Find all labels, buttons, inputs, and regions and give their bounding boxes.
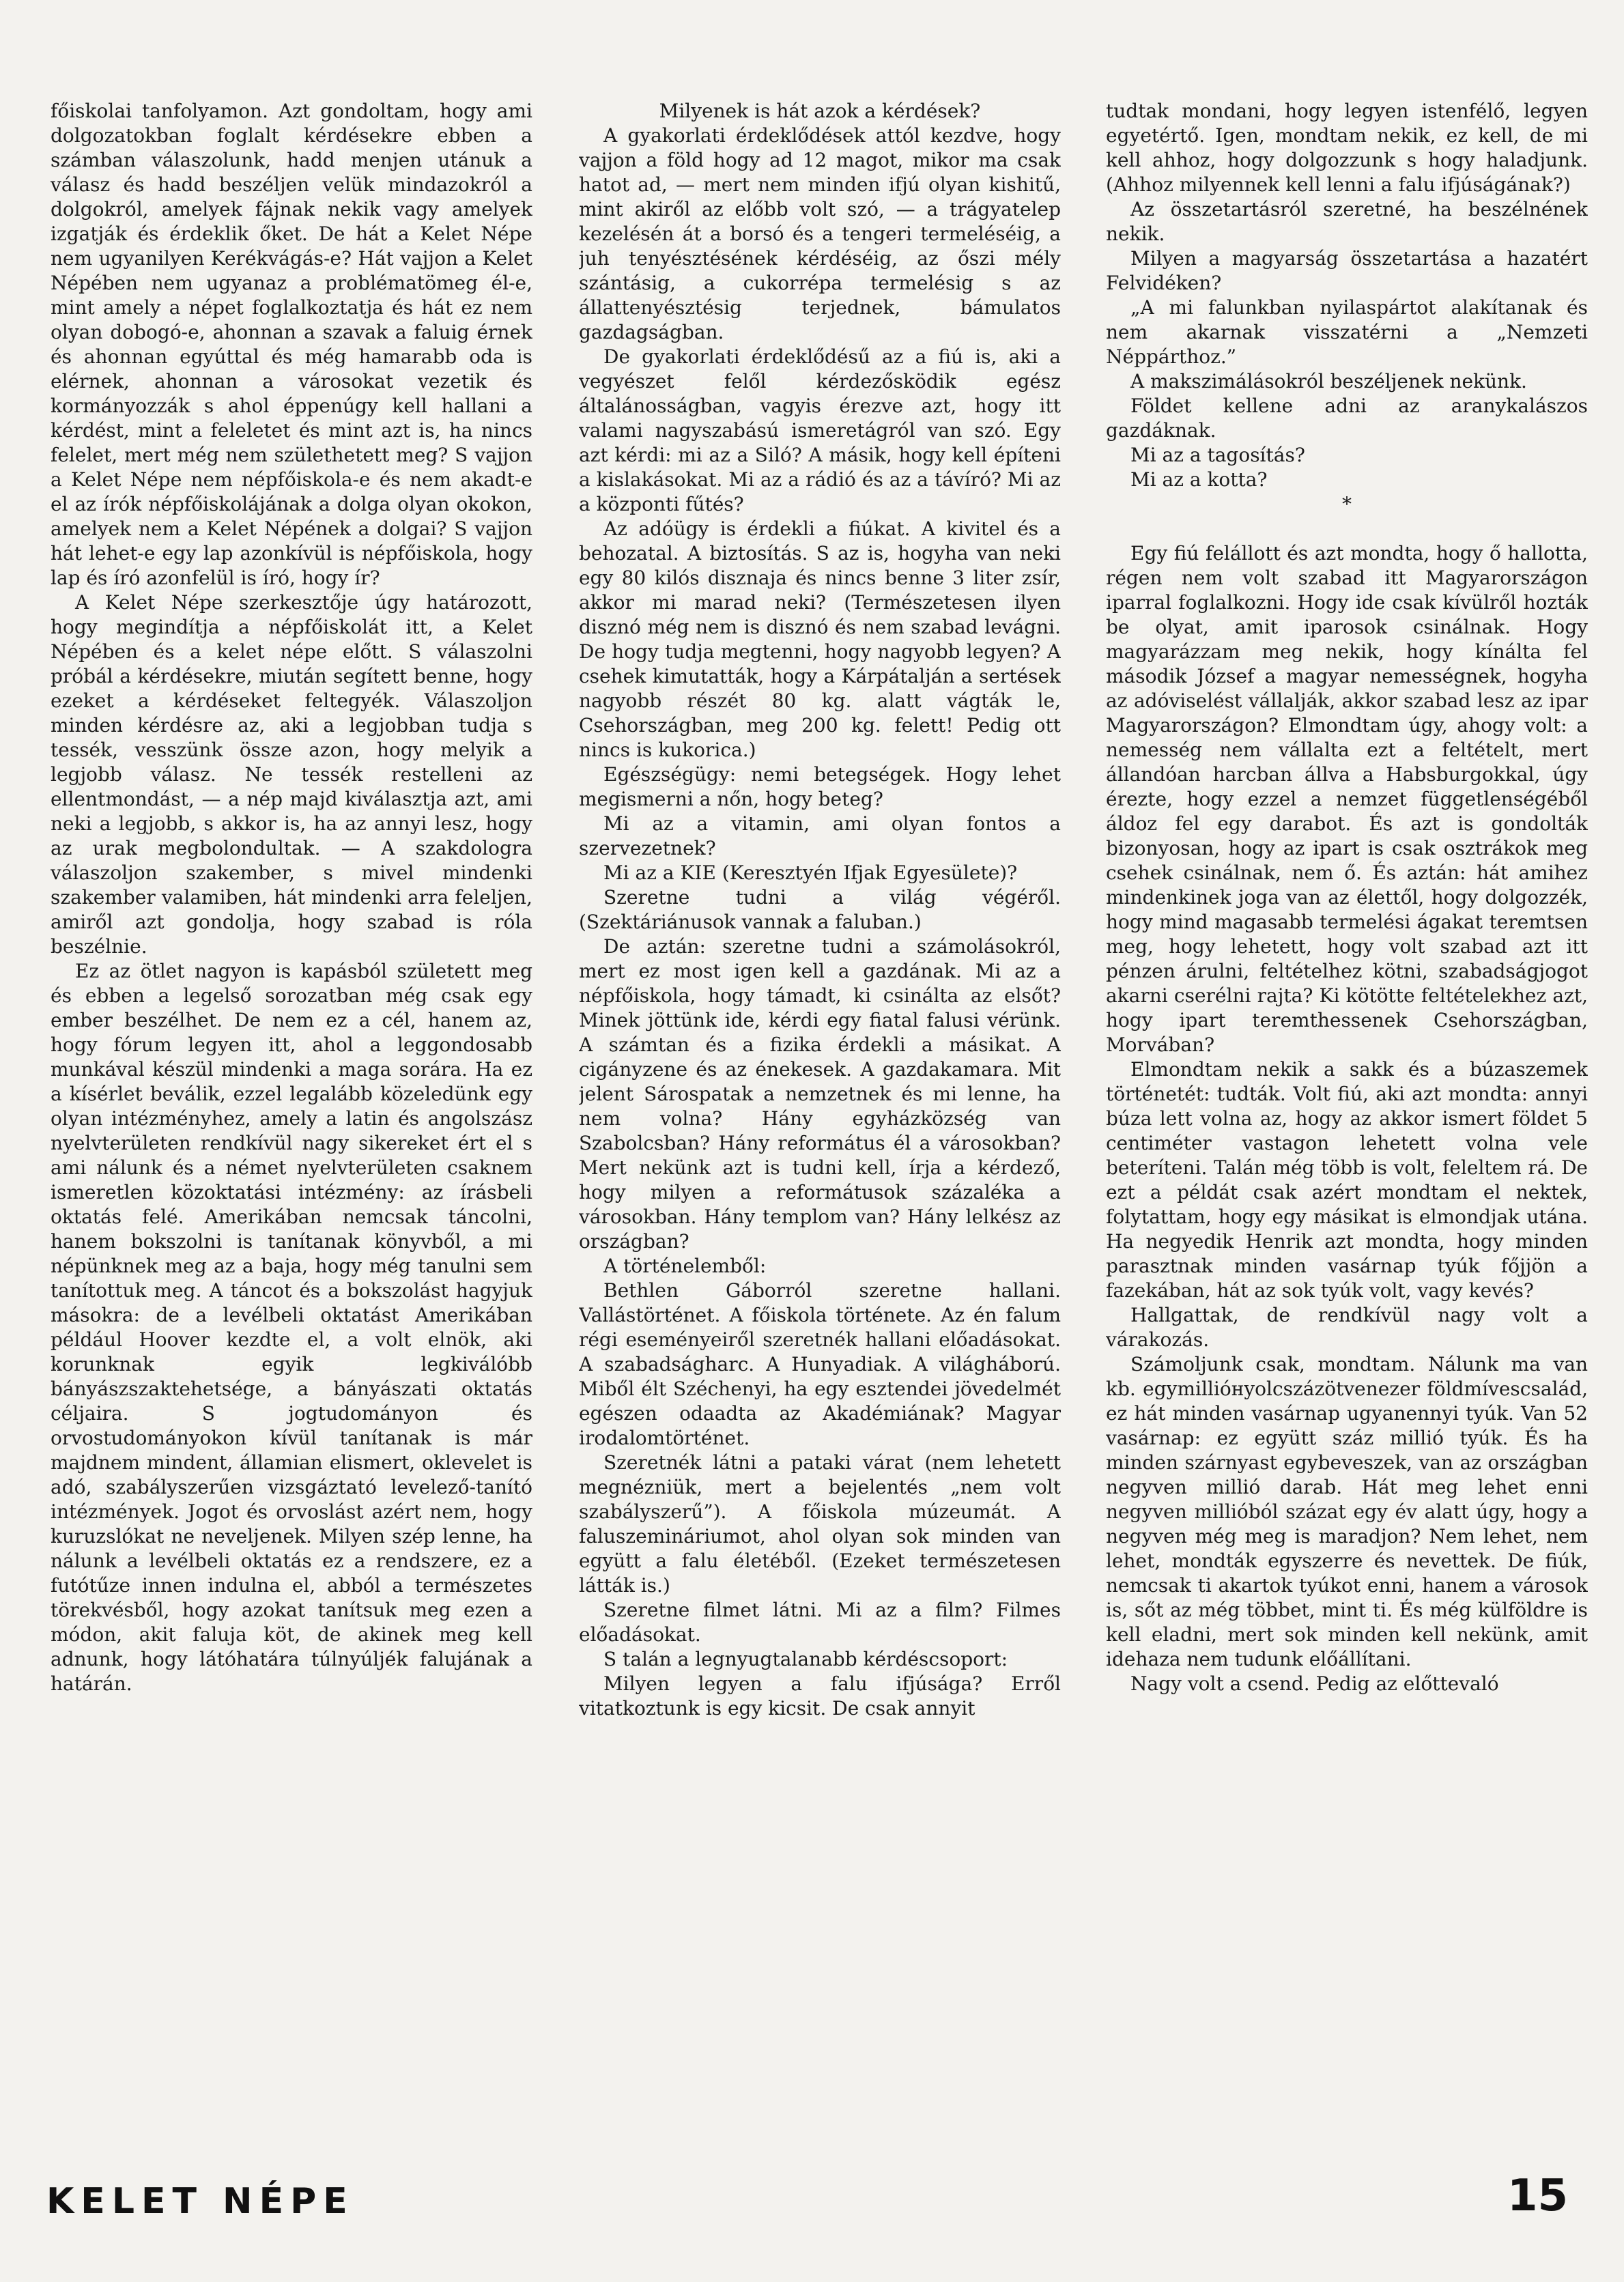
paragraph: Hallgattak, de rendkívül nagy volt a várakozás. bbox=[1106, 1304, 1588, 1351]
paragraph: Milyen legyen a falu ifjúsága? Erről vitatkoztunk is egy kicsit. De csak annyit bbox=[579, 1672, 1061, 1720]
paragraph: Szeretne tudni a világ végéről. (Szektáriánusok vannak a faluban.) bbox=[579, 886, 1061, 933]
paragraph: De aztán: szeretne tudni a számolásokról, mert ez most igen kell a gazdának. Mi az a népfőiskola, hogy támadt, ki csinálta az elsőt? Minek jöttünk ide, kérdi egy fiatal falusi vérünk. A számtan és a fizika érdekli a másikat. A cigányzene és az énekesek. A gazdakamara. Mit jelent Sárospatak a nemzetnek és mi lenne, ha nem volna? Hány egyházközség van Szabolcsban? Hány református él a városokban? Mert nekünk azt is tudni kell, írja a kérdező, hogy milyen a reformátusok százaléka a városokban. Hány templom van? Hány lelkész az országban? bbox=[579, 935, 1061, 1253]
text-column-left bbox=[51, 99, 532, 2160]
paragraph: A gyakorlati érdeklődések attól kezdve, hogy vajjon a föld hogy ad 12 magot, mikor ma csak hatot ad, — mert nem minden ifjú olyan kishitű, mint akiről az előbb volt szó, — a trágyatelep kezelésén át a borsó és a tengeri termeléséig, a juh tenyésztésének kérdéséig, az őszi mély szántásig, a cukorrépa termelésig s az állattenyésztésig terjednek, bámulatos gazdagságban. bbox=[579, 124, 1061, 343]
paragraph: Mi az a tagosítás? bbox=[1130, 444, 1305, 466]
paragraph: Egy fiú felállott és azt mondta, hogy ő hallotta, régen nem volt szabad itt Magyarországon iparral foglalkozni. Hogy ide csak kívülről hozták be olyat, amit iparosok csinálnak. Hogy magyarázzam meg nekik, hogy kínálta fel második József a magyar nemességnek, hogyha az adóviselést vállalják, akkor szabad lesz az ipar Magyarországon? Elmondtam úgy, ahogy volt: a nemesség nem vállalta ezt a feltételt, mert állandóan harcban állva a Habsburgokkal, úgy érezte, hogy ezzel a nemzet függetlenségéből áldoz fel egy darabot. És azt is gondolták bizonyosan, hogy az ipart is csak osztrákok meg csehek csinálnak, nem ő. És aztán: hát amihez mindenkinek joga van az élettől, hogy dolgozzék, hogy mind magasabb termelési ágakat teremtsen meg, hogy lehetett, hogy volt szabad azt itt pénzen árulni, feltételhez kötni, szabadságjogot akarni cserélni rajta? Ki kötötte feltételekhez azt, hogy ipart teremthessenek Csehországban, Morvában? bbox=[1106, 542, 1588, 1056]
paragraph: Mi az a vitamin, ami olyan fontos a szervezetnek? bbox=[579, 812, 1061, 859]
paragraph: Ez az ötlet nagyon is kapásból született meg és ebben a legelső sorozatban még csak egy ember beszélhet. De nem ez a cél, hanem az, hogy fórum legyen itt, ahol a leggondosabb munkával készül mindenki a maga sorára. Ha ez a kísérlet beválik, ezzel legalább közeledünk egy olyan intézményhez, amely a latin és angolszász nyelvterületen rendkívül nagy sikereket ért el s ami nálunk és a német nyelvterületen csaknem ismeretlen közoktatási intézmény: az írásbeli oktatás felé. Amerikában nemcsak táncolni, hanem bokszolni is tanítanak könyvből, a mi népünknek meg az a baja, hogy még tanulni sem tanítottuk meg. A táncot és a bokszolást hagyjuk másokra: de a levélbeli oktatást Amerikában például Hoover kezdte el, a volt elnök, aki korunknak egyik legkiválóbb bányászszaktehetsége, a bányászati oktatás céljaira. S jogtudományon és orvostudományokon kívül tanítanak is már majdnem mindent, államian elismert, oklevelet is adó, szabályszerűen vizsgáztató levelező-tanító intézmények. Jogot és orvoslást azért nem, hogy kuruzslókat ne neveljenek. Milyen szép lenne, ha nálunk a levélbeli oktatás ez a rendszere, ez a futótűze innen indulna el, abból a természetes törekvésből, hogy azokat tanítsuk meg ezen a módon, akit faluja köt, de akinek meg kell adnunk, hogy látóhatára túlnyúljék falujának a határán. bbox=[51, 960, 532, 1695]
paragraph: tudtak mondani, hogy legyen istenfélő, legyen egyetértő. Igen, mondtam nekik, ez kell, de mi kell ahhoz, hogy dolgozzunk s hogy haladjunk. (Ahhoz milyennek kell lenni a falu ifjúságának?) bbox=[1106, 100, 1588, 196]
text-column-middle bbox=[579, 99, 1061, 2160]
paragraph: Milyen a magyarság összetartása a hazatért Felvidéken? bbox=[1106, 247, 1588, 294]
paragraph: De gyakorlati érdeklődésű az a fiú is, aki a vegyészet felől kérdezősködik egész általánosságban, vagyis érezve azt, hogy itt valami nagyszabású ismeretágról van szó. Egy azt kérdi: mi az a Siló? A másik, hogy kell építeni a kislakásokat. Mi az a rádió és az a távíró? Mi az a központi fűtés? bbox=[579, 345, 1061, 515]
paragraph: „A mi falunkban nyilaspártot alakítanak és nem akarnak visszatérni a „Nemzeti Néppárthoz.” bbox=[1106, 296, 1588, 368]
spacer bbox=[1106, 517, 1588, 541]
paragraph: Bethlen Gáborról szeretne hallani. Vallástörténet. A főiskola története. Az én falum régi eseményeiről szeretnék hallani előadásokat. A szabadságharc. A Hunyadiak. A világháború. Miből élt Széchenyi, ha egy esztendei jövedelmét egészen odaadta az Akadémiának? Magyar irodalomtörténet. bbox=[579, 1279, 1061, 1449]
paragraph: Számoljunk csak, mondtam. Nálunk ma van kb. egymillióнyolcszázötvenezer földmívescsalád, ez hát minden vasárnap ugyanennyi tyúk. Van 52 vasárnap: ez együtt száz millió tyúk. És ha minden szárnyast egybeveszek, van az országban negyven millió darab. Hát meg lehet enni negyven millióból százat egy év alatt úgy, hogy a negyven még meg is maradjon? Nem lehet, nem lehet, mondták egyszerre és nevettek. De fiúk, nemcsak ti akartok tyúkot enni, hanem a városok is, sőt az még többet, mint ti. És még külföldre is kell eladni, mert sok minden kell nekünk, amit idehaza nem tudunk előállítani. bbox=[1106, 1353, 1588, 1670]
paragraph: főiskolai tanfolyamon. Azt gondoltam, hogy ami dolgozatokban foglalt kérdésekre ebben a számban válaszolunk, hadd menjen utánuk a válasz és hadd beszéljen velük mindazokról a dolgokról, amelyek fájnak nekik vagy amelyek izgatják és érdeklik őket. De hát a Kelet Népe nem ugyanilyen Kerékvágás-e? Hát vajjon a Kelet Népében nem ugyanaz a problématömeg él-e, mint amely a népet foglalkoztatja és hát ez nem olyan dobogó-e, ahonnan a szavak a faluig érnek és ahonnan egyúttal és még hamarabb oda is elérnek, ahonnan a városokat vezetik és kormányozzák s ahol éppenúgy kell hallani a kérdést, mint a feleletet és mint azt is, ha nincs felelet, mert még nem születhetett meg? S vajjon a Kelet Népe nem népfőiskola-e és nem akadt-e el az írók népfőiskolájának a dolga olyan okokon, amelyek nem a Kelet Népének a dolgai? S vajjon hát lehet-e egy lap azonkívül is népfőiskola, hogy lap és író azonfelül is író, hogy ír? bbox=[51, 100, 532, 589]
paragraph: Szeretne filmet látni. Mi az a film? Filmes előadásokat. bbox=[579, 1599, 1061, 1646]
magazine-title: KELET NÉPE bbox=[46, 2181, 354, 2222]
paragraph: Az adóügy is érdekli a fiúkat. A kivitel és a behozatal. A biztosítás. S az is, hogyha van neki egy 80 kilós disznaja és nincs benne 3 liter zsír, akkor mi marad neki? (Természetesen ilyen disznó még nem is disznó és nem szabad levágni. De hogy tudja megtenni, hogy nagyobb legyen? A csehek kimutatták, hogy a Kárpátalján a sertések nagyobb részét 80 kg. alatt vágták le, Csehországban, meg 200 kg. felett! Pedig ott nincs is kukorica.) bbox=[579, 517, 1061, 761]
paragraph: A történelemből: bbox=[603, 1255, 767, 1277]
paragraph: Nagy volt a csend. Pedig az előttevaló bbox=[1130, 1672, 1499, 1695]
paragraph: S talán a legnyugtalanabb kérdéscsoport: bbox=[603, 1648, 1008, 1670]
section-divider-asterisk: * bbox=[1342, 493, 1352, 515]
paragraph: Mi az a kotta? bbox=[1130, 468, 1268, 491]
paragraph: Szeretnék látni a pataki várat (nem lehetett megnézniük, mert a bejelentés „nem volt szabályszerű”). A főiskola múzeumát. A faluszemináriumot, ahol olyan sok minden van együtt a falu életéből. (Ezeket természetesen látták is.) bbox=[579, 1451, 1061, 1597]
paragraph: Elmondtam nekik a sakk és a búzaszemek történetét: tudták. Volt fiú, aki azt mondta: annyi búza lett volna az, hogy az akkor ismert földet 5 centiméter vastagon lehetett volna vele beteríteni. Talán még több is volt, feleltem rá. De ezt a példát csak azért mondtam el nektek, folytattam, hogy egy másikat is elmondjak utána. Ha negyedik Henrik azt mondta, hogy minden parasztnak minden vasárnap tyúk főjjön a fazekában, hát az sok tyúk volt, vagy kevés? bbox=[1106, 1058, 1588, 1302]
paragraph: Az összetartásról szeretné, ha beszélnének nekik. bbox=[1106, 198, 1588, 245]
section-heading: Milyenek is hát azok a kérdések? bbox=[659, 100, 981, 122]
paragraph: Egészségügy: nemi betegségek. Hogy lehet megismerni a nőn, hogy beteg? bbox=[579, 763, 1061, 810]
page-number: 15 bbox=[1507, 2171, 1568, 2221]
paragraph: Mi az a KIE (Keresztyén Ifjak Egyesülete)? bbox=[603, 861, 1018, 884]
paragraph: Földet kellene adni az aranykalászos gazdáknak. bbox=[1106, 395, 1588, 442]
paragraph: A makszimálásokról beszéljenek nekünk. bbox=[1130, 370, 1527, 393]
text-column-right bbox=[1106, 99, 1588, 2160]
paragraph: A Kelet Népe szerkesztője úgy határozott, hogy megindítja a népfőiskolát itt, a Kelet Népében és a kelet népe előtt. S válaszolni próbál a kérdésekre, miután segített benne, hogy ezeket a kérdéseket feltegyék. Válaszoljon minden kérdésre az, aki a legjobban tudja s tessék, vesszünk össze azon, hogy melyik a legjobb válasz. Ne tessék restelleni az ellentmondást, — a nép majd kiválasztja azt, ami neki a legjobb, s akkor is, ha az annyi lesz, hogy az urak megbolondultak. — A szakdologra válaszoljon szakember, s mivel mindenki szakember valamiben, hát mindenki arra feleljen, amiről azt gondolja, hogy szabad is róla beszélnie. bbox=[51, 591, 532, 958]
